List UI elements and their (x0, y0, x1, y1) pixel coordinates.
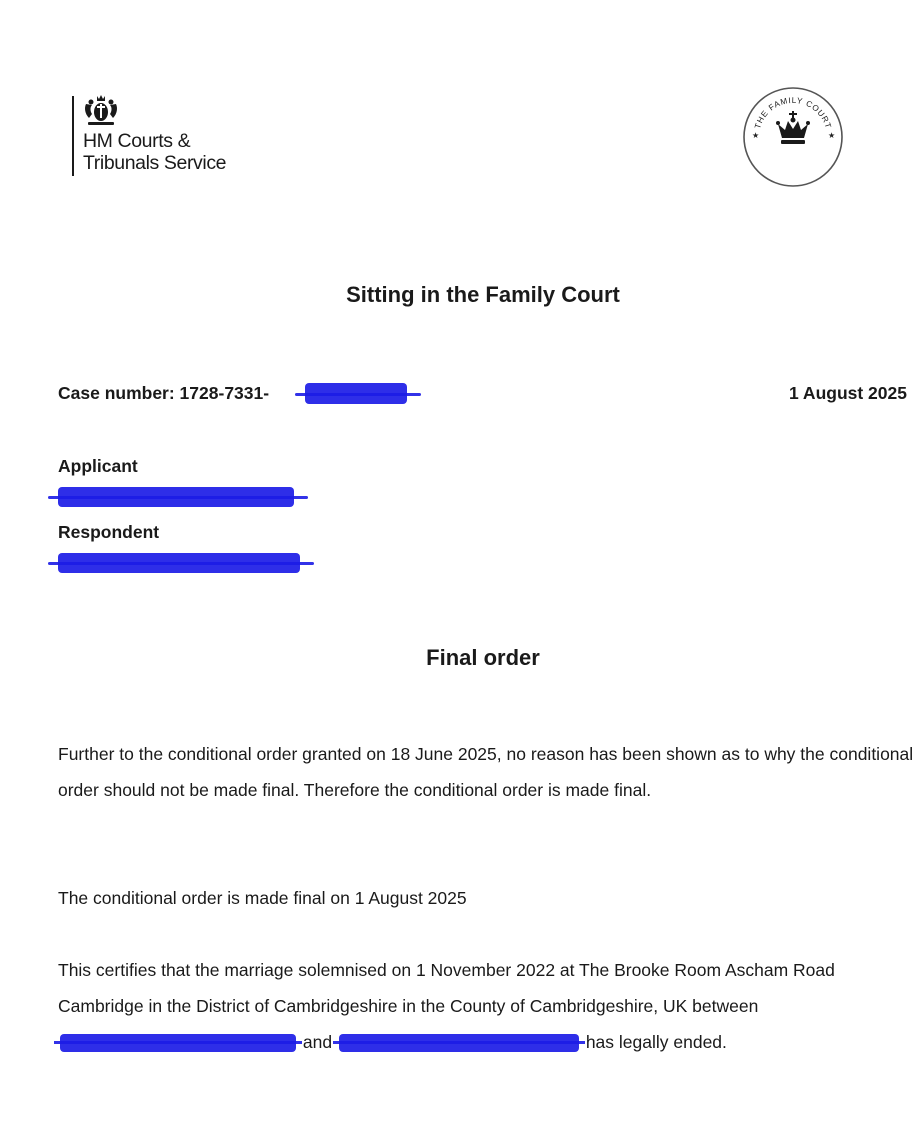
org-name-line2: Tribunals Service (83, 152, 227, 174)
order-date: 1 August 2025 (788, 383, 907, 403)
order-paragraph: Further to the conditional order granted on 18 June 2025, no reason has been shown as to why the conditional order should not be made final. Therefore the conditional order is made final. (58, 744, 914, 800)
certification-text: This certifies that the marriage solemnised on 1 November 2022 at The Brooke Room Ascham Road Cambridge in the District of Cambridgeshire in the County of Cambridgeshire, UK between (58, 960, 835, 1016)
hmcts-logo (72, 94, 272, 176)
logo-divider (72, 96, 74, 176)
case-number: Case number: 1728-7331- (58, 383, 270, 403)
org-name-line1: HM Courts & (83, 130, 191, 152)
redacted-respondent-name (58, 553, 300, 573)
redacted-respondent-name (339, 1034, 579, 1052)
star-icon: ★ (752, 131, 760, 140)
order-title: Final order (426, 645, 540, 670)
redacted-case-number (305, 383, 407, 404)
family-court-seal (742, 86, 844, 188)
order-paragraph: The conditional order is made final on 1 August 2025 (58, 888, 467, 908)
crown-icon (776, 111, 810, 144)
certification-conjunction: and (302, 1032, 333, 1052)
applicant-label: Applicant (58, 456, 138, 476)
certification-paragraph (58, 952, 918, 1060)
seal-text: THE FAMILY COURT (753, 95, 833, 130)
star-icon: ★ (828, 131, 836, 140)
royal-coat-of-arms-icon (82, 94, 120, 128)
respondent-label: Respondent (58, 522, 160, 542)
redacted-applicant-name (60, 1034, 296, 1052)
redacted-applicant-name (58, 487, 294, 507)
page-title: Sitting in the Family Court (346, 282, 620, 307)
certification-ending: has legally ended. (585, 1032, 727, 1052)
